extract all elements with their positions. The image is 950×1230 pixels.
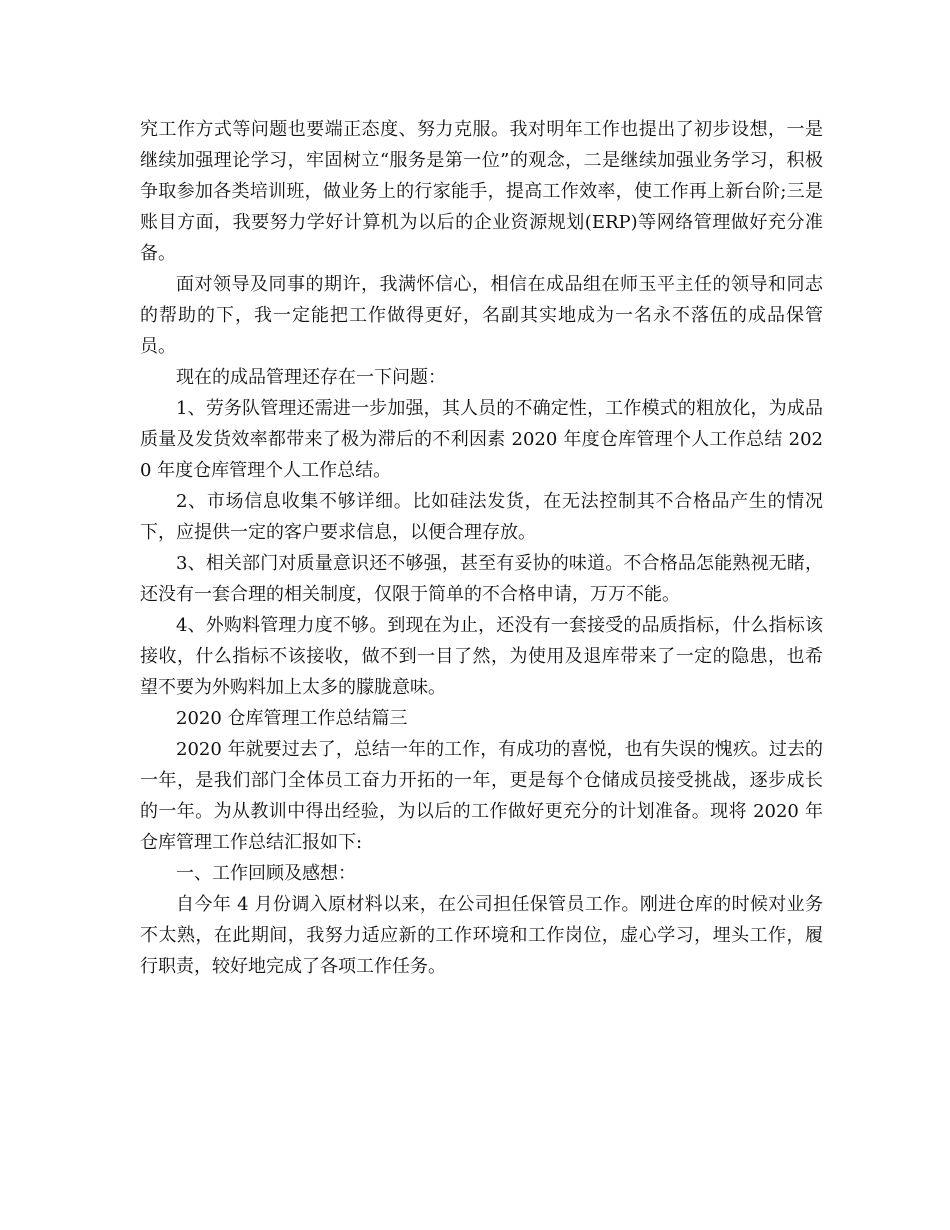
list-item: 4、外购料管理力度不够。到现在为止，还没有一套接受的品质指标，什么指标该接收，什么指标不该接收，做不到一目了然，为使用及退库带来了一定的隐患，也希望不要为外购料加上太多的朦胧意味。 [140, 615, 823, 698]
paragraph-continued: 究工作方式等问题也要端正态度、努力克服。我对明年工作也提出了初步设想，一是继续加强理论学习，牢固树立“服务是第一位”的观念，二是继续加强业务学习，积极争取参加各类培训班，做业务上的行家能手，提高工作效率，使工作再上新台阶;三是账目方面，我要努力学好计算机为以后的企业资源规划(ERP)等网络管理做好充分准备。 [140, 119, 823, 264]
list-item: 3、相关部门对质量意识还不够强，甚至有妥协的味道。不合格品怎能熟视无睹，还没有一套合理的相关制度，仅限于简单的不合格申请，万万不能。 [140, 553, 823, 605]
paragraph: 现在的成品管理还存在一下问题： [176, 367, 446, 388]
document-body [140, 114, 823, 982]
subsection-heading: 一、工作回顾及感想： [176, 863, 356, 884]
paragraph: 2020 年就要过去了，总结一年的工作，有成功的喜悦，也有失误的愧疚。过去的一年，是我们部门全体员工奋力开拓的一年，更是每个仓储成员接受挑战，逐步成长的一年。为从教训中得出经验，为以后的工作做好更充分的计划准备。现将 2020 年仓库管理工作总结汇报如下: [140, 739, 823, 853]
list-item: 2、市场信息收集不够详细。比如硅法发货，在无法控制其不合格品产生的情况下，应提供一定的客户要求信息，以便合理存放。 [140, 491, 823, 543]
paragraph: 面对领导及同事的期许，我满怀信心，相信在成品组在师玉平主任的领导和同志的帮助的下，我一定能把工作做得更好，名副其实地成为一名永不落伍的成品保管员。 [140, 274, 823, 357]
section-heading: 2020 仓库管理工作总结篇三 [176, 708, 408, 729]
paragraph: 自今年 4 月份调入原材料以来，在公司担任保管员工作。刚进仓库的时候对业务不太熟，在此期间，我努力适应新的工作环境和工作岗位，虚心学习，埋头工作，履行职责，较好地完成了各项工作任务。 [140, 894, 823, 977]
list-item: 1、劳务队管理还需进一步加强，其人员的不确定性，工作模式的粗放化，为成品质量及发货效率都带来了极为滞后的不利因素 2020 年度仓库管理个人工作总结 2020 年度仓库管理个人工作总结。 [140, 398, 823, 481]
